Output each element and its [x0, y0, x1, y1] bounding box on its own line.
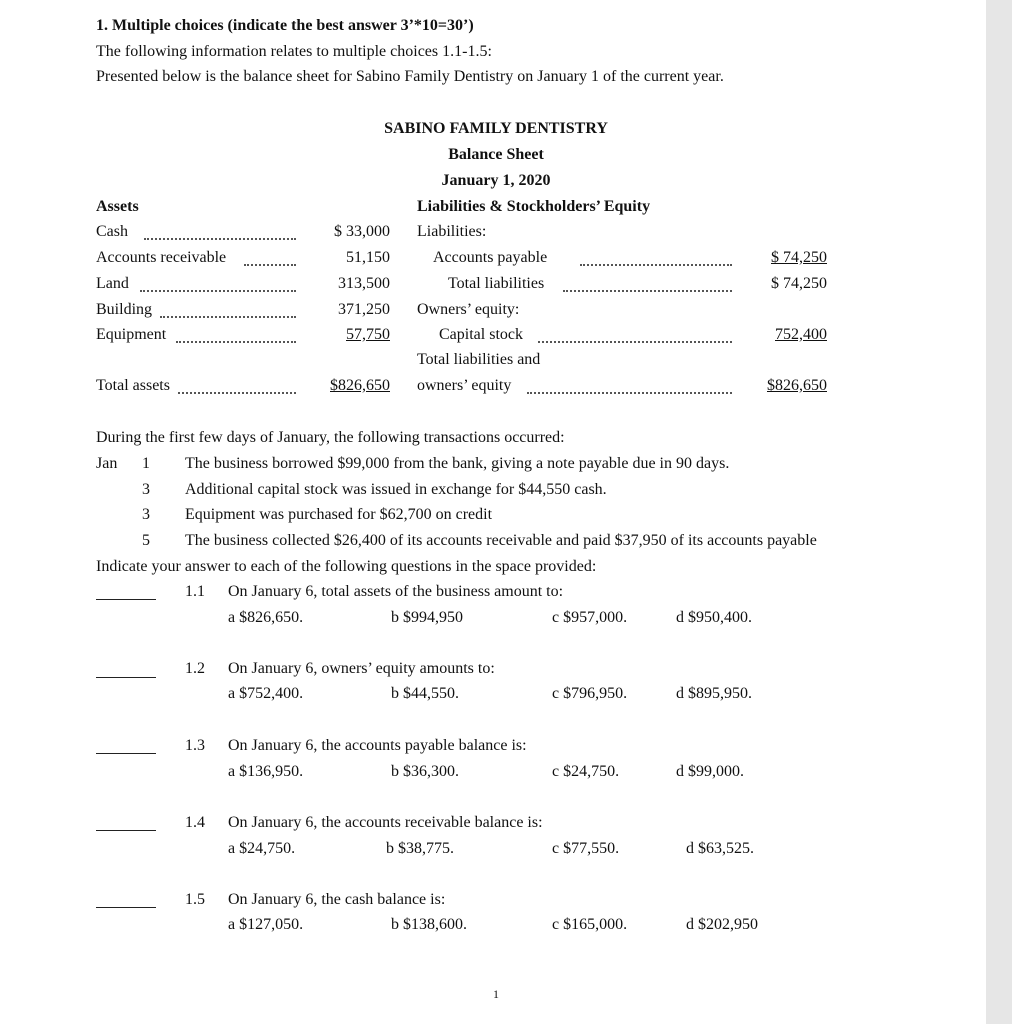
asset-label-equipment: Equipment — [96, 326, 167, 343]
option-a: a $24,750. — [228, 840, 296, 857]
balance-sheet-date: January 1, 2020 — [441, 172, 551, 189]
intro-line-1: The following information relates to multiple choices 1.1-1.5: — [96, 43, 492, 60]
liabilities-heading: Liabilities & Stockholders’ Equity — [417, 198, 651, 215]
option-b: b $994,950 — [391, 609, 463, 626]
option-b: b $44,550. — [391, 685, 459, 702]
transaction-day: 1 — [142, 455, 150, 472]
option-a: a $752,400. — [228, 685, 304, 702]
page-number: 1 — [493, 987, 499, 1001]
question-number: 1.4 — [185, 814, 205, 831]
question-text: On January 6, the accounts payable balance is: — [228, 737, 527, 754]
option-d: d $950,400. — [676, 609, 752, 626]
leader-dots — [176, 339, 296, 343]
total-le-label-line-1: Total liabilities and — [417, 351, 541, 368]
transaction-day: 3 — [142, 506, 150, 523]
total-le-label-line-2: owners’ equity — [417, 377, 512, 394]
total-assets-amount: $826,650 — [330, 377, 390, 394]
option-b: b $138,600. — [391, 916, 467, 933]
option-d: d $895,950. — [676, 685, 752, 702]
liabilities-label: Liabilities: — [417, 223, 487, 240]
leader-dots — [563, 288, 732, 292]
transaction-day: 3 — [142, 481, 150, 498]
capital-stock-label: Capital stock — [439, 326, 523, 343]
transaction-text: The business borrowed $99,000 from the bank, giving a note payable due in 90 days. — [185, 455, 730, 472]
leader-dots — [178, 390, 296, 394]
asset-label-building: Building — [96, 301, 153, 318]
question-number: 1.3 — [185, 737, 205, 754]
option-a: a $826,650. — [228, 609, 304, 626]
accounts-payable-amount: $ 74,250 — [771, 249, 827, 266]
answer-blank-1-2[interactable] — [96, 677, 156, 678]
question-number: 1.5 — [185, 891, 205, 908]
option-c: c $77,550. — [552, 840, 620, 857]
option-d: d $99,000. — [676, 763, 744, 780]
option-c: c $796,950. — [552, 685, 628, 702]
answer-blank-1-5[interactable] — [96, 907, 156, 908]
leader-dots — [244, 262, 296, 266]
balance-sheet-title: Balance Sheet — [448, 146, 544, 163]
question-text: On January 6, the accounts receivable balance is: — [228, 814, 543, 831]
transaction-text: Additional capital stock was issued in exchange for $44,550 cash. — [185, 481, 607, 498]
accounts-payable-label: Accounts payable — [433, 249, 548, 266]
asset-amount-building: 371,250 — [338, 301, 390, 318]
total-le-amount: $826,650 — [767, 377, 827, 394]
answer-blank-1-1[interactable] — [96, 599, 156, 600]
answer-blank-1-3[interactable] — [96, 753, 156, 754]
asset-label-land: Land — [96, 275, 129, 292]
company-name: SABINO FAMILY DENTISTRY — [384, 120, 608, 137]
asset-amount-accounts-receivable: 51,150 — [346, 249, 390, 266]
transaction-text: The business collected $26,400 of its accounts receivable and paid $37,950 of its accounts payable — [185, 532, 817, 549]
assets-heading: Assets — [96, 198, 139, 215]
option-d: d $202,950 — [686, 916, 758, 933]
leader-dots — [527, 390, 732, 394]
total-liabilities-amount: $ 74,250 — [771, 275, 827, 292]
question-number: 1.1 — [185, 583, 205, 600]
page-edge — [986, 0, 1012, 1024]
instructions: Indicate your answer to each of the following questions in the space provided: — [96, 558, 597, 575]
owners-equity-label: Owners’ equity: — [417, 301, 520, 318]
section-title: 1. Multiple choices (indicate the best answer 3’*10=30’) — [96, 17, 474, 34]
leader-dots — [144, 236, 296, 240]
option-d: d $63,525. — [686, 840, 754, 857]
option-a: a $127,050. — [228, 916, 304, 933]
asset-amount-cash: $ 33,000 — [334, 223, 390, 240]
transaction-day: 5 — [142, 532, 150, 549]
asset-label-cash: Cash — [96, 223, 128, 240]
asset-amount-equipment: 57,750 — [346, 326, 390, 343]
asset-amount-land: 313,500 — [338, 275, 390, 292]
option-b: b $36,300. — [391, 763, 459, 780]
question-text: On January 6, owners’ equity amounts to: — [228, 660, 495, 677]
option-c: c $957,000. — [552, 609, 628, 626]
leader-dots — [538, 339, 732, 343]
capital-stock-amount: 752,400 — [775, 326, 827, 343]
question-number: 1.2 — [185, 660, 205, 677]
answer-blank-1-4[interactable] — [96, 830, 156, 831]
asset-label-accounts-receivable: Accounts receivable — [96, 249, 227, 266]
option-a: a $136,950. — [228, 763, 304, 780]
question-text: On January 6, the cash balance is: — [228, 891, 446, 908]
option-b: b $38,775. — [386, 840, 454, 857]
intro-line-2: Presented below is the balance sheet for Sabino Family Dentistry on January 1 of the current year. — [96, 68, 724, 85]
transaction-text: Equipment was purchased for $62,700 on credit — [185, 506, 493, 523]
question-text: On January 6, total assets of the business amount to: — [228, 583, 564, 600]
leader-dots — [580, 262, 732, 266]
option-c: c $165,000. — [552, 916, 628, 933]
transactions-intro: During the first few days of January, the following transactions occurred: — [96, 429, 565, 446]
total-liabilities-label: Total liabilities — [448, 275, 545, 292]
leader-dots — [160, 314, 296, 318]
transaction-month: Jan — [96, 455, 118, 472]
leader-dots — [140, 288, 296, 292]
option-c: c $24,750. — [552, 763, 620, 780]
total-assets-label: Total assets — [96, 377, 170, 394]
